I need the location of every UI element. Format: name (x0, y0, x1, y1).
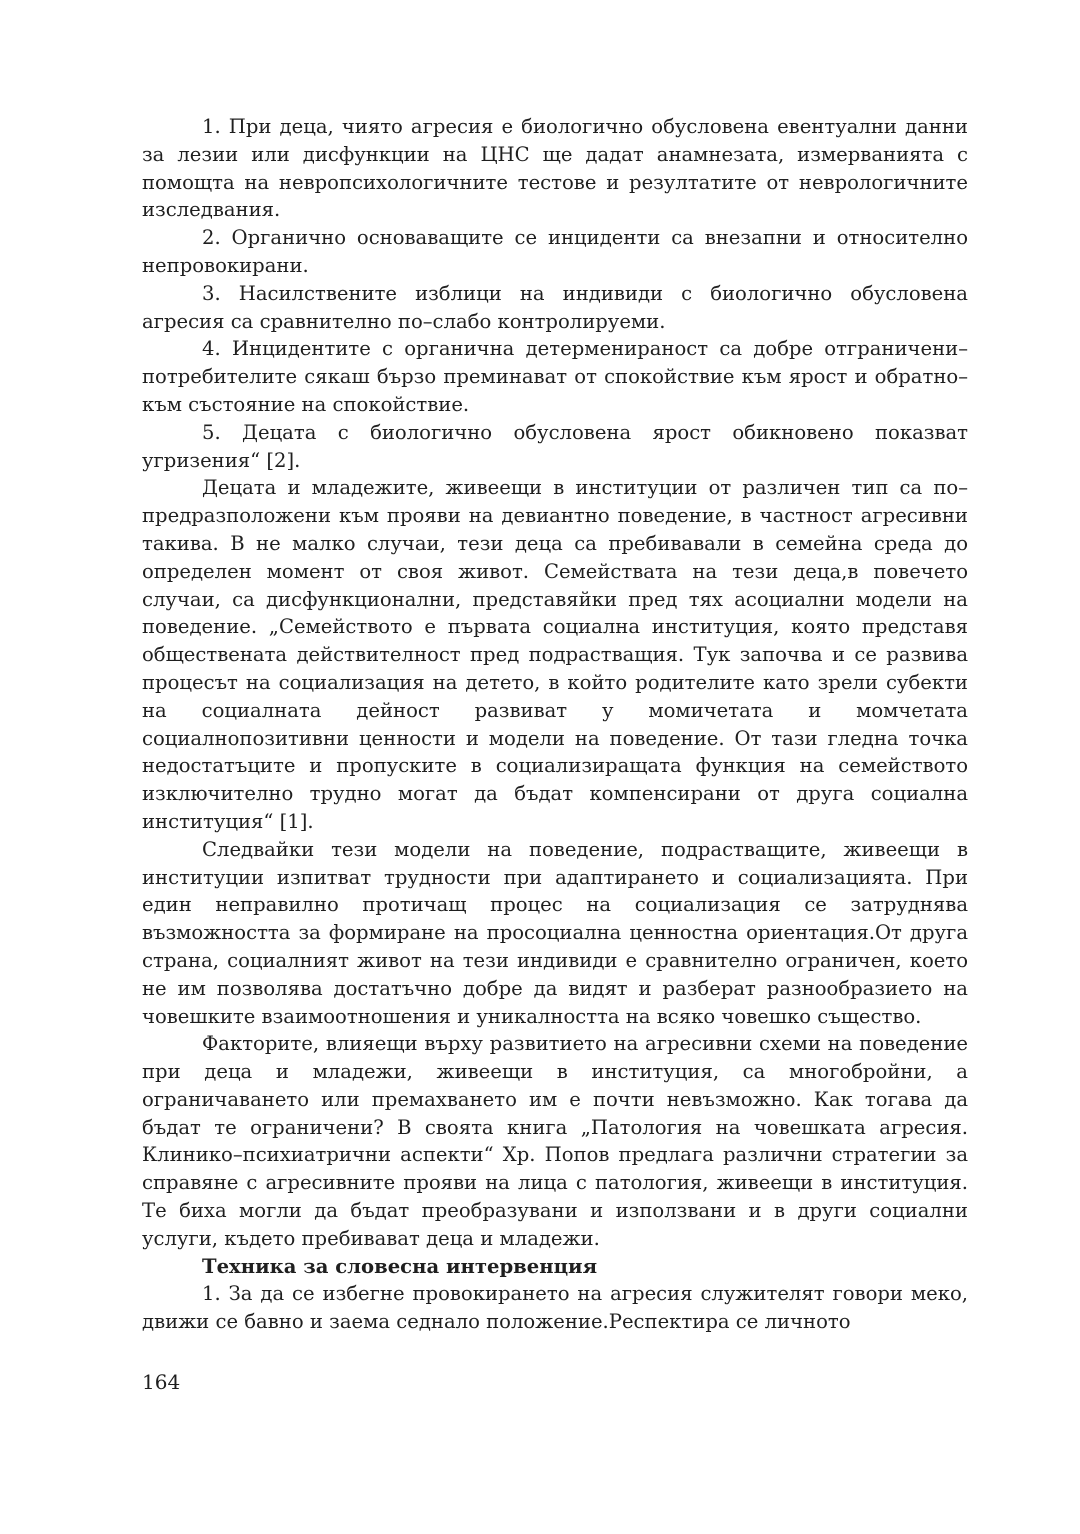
paragraph-8: Факторите, влияещи върху развитието на агресивни схеми на поведение при деца и младежи, живеещи в институция, са многобройни, а ограничаването или премахването им е почти невъзможно. Как тогава да бъдат те ограничени? В своята книга „Патология на човешката агресия. Клинико–психиатрични аспекти“ Хр. Попов предлага различни стратегии за справяне с агресивните прояви на лица с патология, живеещи в институция. Те биха могли да бъдат преобразувани и използвани и в други социални услуги, където пребивават деца и младежи. (142, 1032, 968, 1250)
paragraph-3: 3. Насилствените изблици на индивиди с биологично обусловена агресия са сравнително по–слабо контролируеми. (142, 281, 968, 333)
closing-paragraph: 1. За да се избегне провокирането на агресия служителят говори меко, движи се бавно и заема седнало положение.Респектира се личното (142, 1282, 968, 1334)
paragraph-2: 2. Органично основаващите се инциденти са внезапни и относително непровокирани. (142, 226, 968, 277)
body-text (142, 113, 968, 1336)
section-heading: Техника за словесна интервенция (202, 1254, 598, 1278)
paragraph-1: 1. При деца, чиято агресия е биологично обусловена евентуални данни за лезии или дисфункции на ЦНС ще дадат анамнезата, измерванията с помощта на невропсихологичните тестове и резултатите от неврологичните изследвания. (142, 115, 968, 222)
paragraph-5: 5. Децата с биологично обусловена ярост обикновено показват угризения“ [2]. (142, 420, 968, 472)
paragraph-7: Следвайки тези модели на поведение, подрастващите, живеещи в институции изпитват трудности при адаптирането и социализацията. При един неправилно протичащ процес на социализация се затруднява възможността за формиране на просоциална ценностна ориентация.От друга страна, социалният живот на тези индивиди е сравнително ограничен, което не им позволява достатъчно добре да видят и разберат разнообразието на човешките взаимоотношения и уникалността на всяко човешко същество. (142, 837, 968, 1028)
paragraph-6: Децата и младежите, живеещи в институции от различен тип са по–предразположени към прояви на девиантно поведение, в частност агресивни такива. В не малко случаи, тези деца са пребивавали в семейна среда до определен момент от своя живот. Семействата на тези деца,в повечето случаи, са дисфункционални, представяйки пред тях асоциални модели на поведение. „Семейството е първата социална институция, която представя обществената действителност пред подрастващия. Тук започва и се развива процесът на социализация на детето, в който родителите като зрели субекти на социалната дейност развиват у момичетата и момчетата социалнопозитивни ценности и модели на поведение. От тази гледна точка недостатъците и пропуските в социализиращата функция на семейството изключително трудно могат да бъдат компенсирани от друга социална институция“ [1]. (142, 476, 968, 833)
page-number: 164 (142, 1370, 181, 1394)
paragraph-4: 4. Инцидентите с органична детерменираност са добре отграничени–потребителите сякаш бързо преминават от спокойствие към ярост и обратно–към състояние на спокойствие. (142, 337, 968, 416)
